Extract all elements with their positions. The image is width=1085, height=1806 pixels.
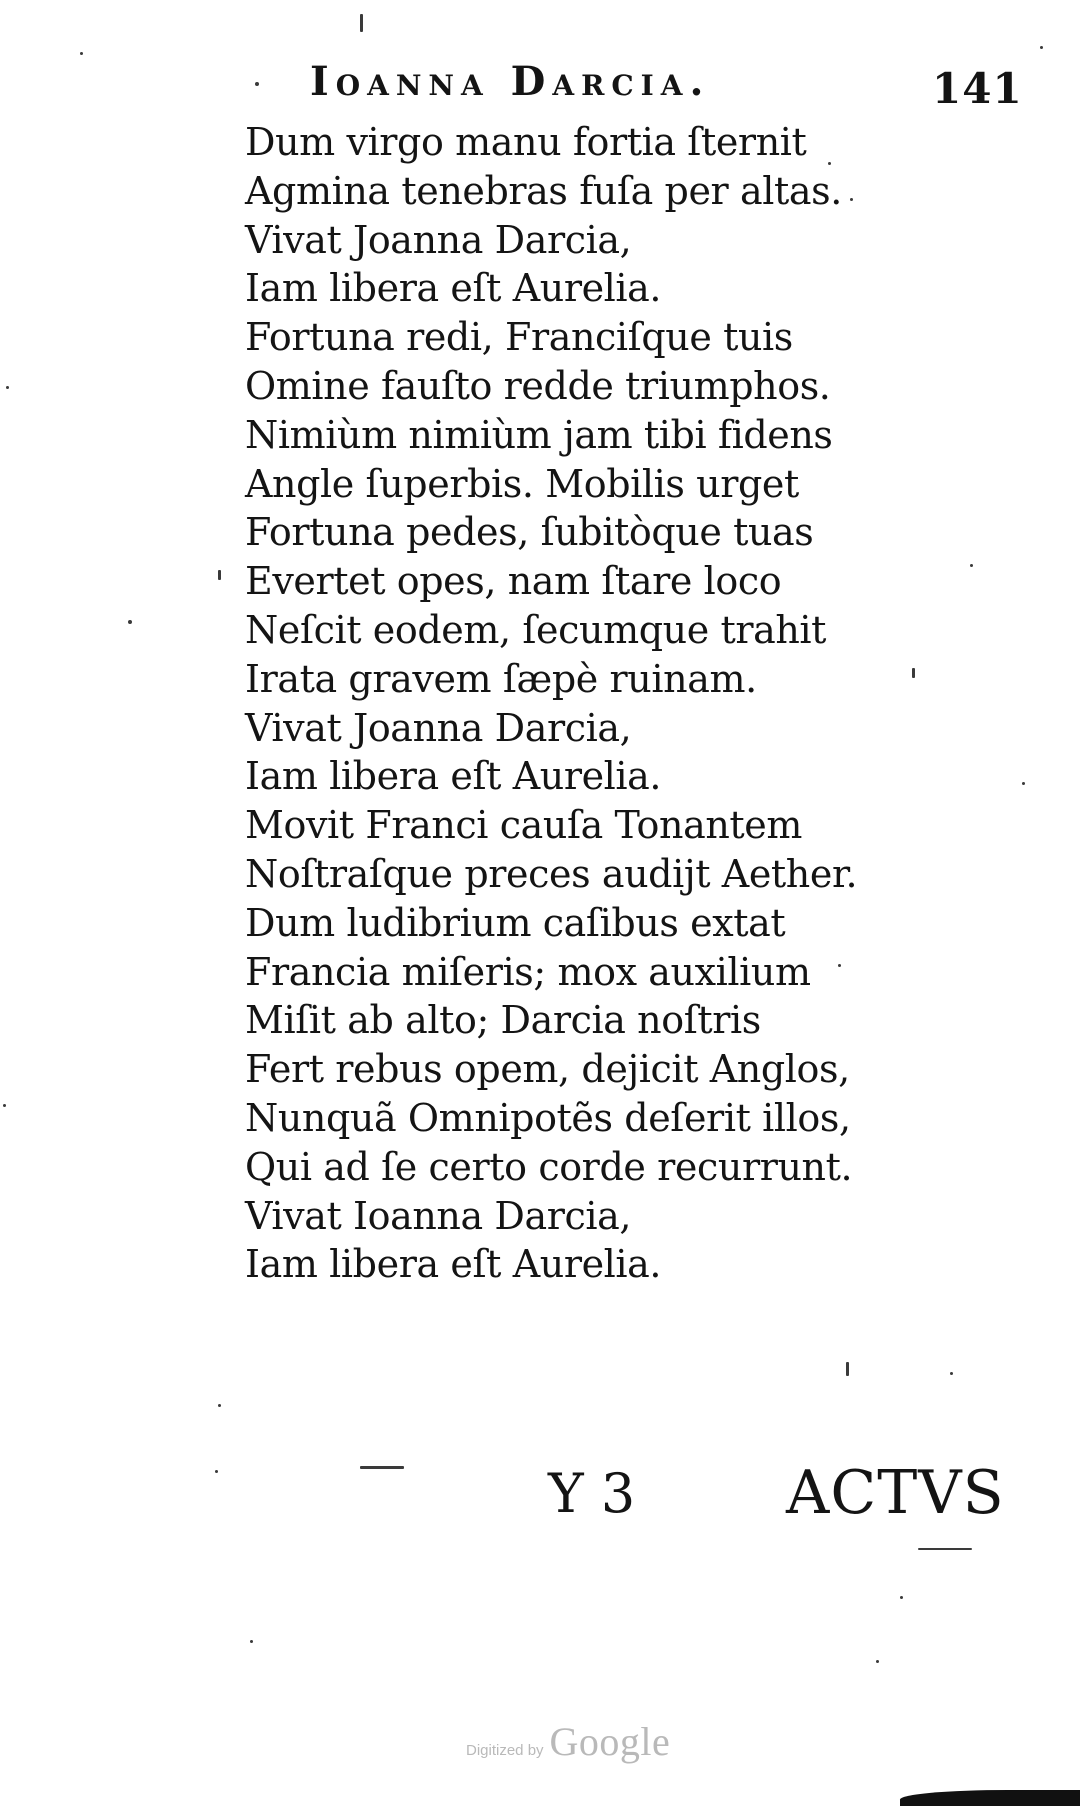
scan-speck xyxy=(846,1362,849,1376)
verse-line: Dum virgo manu fortia ſternit xyxy=(245,120,807,164)
verse-line: Agmina tenebras fuſa per altas. xyxy=(245,168,842,213)
verse-line: Qui ad ſe certo corde recurrunt. xyxy=(245,1144,853,1189)
verse-line: Miſit ab alto; Darcia noſtris xyxy=(245,998,761,1043)
scan-speck xyxy=(838,964,841,967)
signature-mark: Y 3 xyxy=(548,1462,636,1525)
verse-line: Movit Franci cauſa Tonantem xyxy=(245,803,803,848)
scan-speck xyxy=(1040,46,1043,49)
page-edge-shadow xyxy=(900,1790,1080,1806)
page-number: 141 xyxy=(932,64,1023,113)
scan-speck xyxy=(912,668,915,678)
scan-speck xyxy=(1022,782,1025,785)
scan-speck xyxy=(360,14,363,32)
scan-speck xyxy=(218,570,221,580)
verse-line: Iam libera eſt Aurelia. xyxy=(245,266,662,311)
scan-speck xyxy=(360,1466,404,1469)
scan-speck xyxy=(850,198,853,201)
verse-line: Nimiùm nimiùm jam tibi fidens xyxy=(245,412,833,457)
scan-speck xyxy=(900,1596,903,1599)
verse-line: Nunquã Omnipotẽs deſerit illos, xyxy=(245,1095,851,1140)
verse-line: Angle ſuperbis. Mobilis urget xyxy=(245,461,799,506)
verse-line: Noſtraſque preces audijt Aether. xyxy=(245,851,858,896)
running-head: Ioanna Darcia. xyxy=(310,58,711,105)
verse-line: Vivat Joanna Darcia, xyxy=(245,705,632,750)
scan-speck xyxy=(215,1470,218,1473)
verse-line: Vivat Ioanna Darcia, xyxy=(245,1193,632,1238)
scan-speck xyxy=(970,564,973,567)
digitized-watermark xyxy=(466,1718,670,1765)
verse-line: Fortuna redi, Franciſque tuis xyxy=(245,315,793,360)
scan-speck xyxy=(250,1640,253,1643)
scan-speck xyxy=(950,1372,953,1375)
verse-line: Fortuna pedes, ſubitòque tuas xyxy=(245,510,814,555)
scan-speck xyxy=(828,162,831,165)
verse-line: Fert rebus opem, dejicit Anglos, xyxy=(245,1047,850,1092)
verse-line: Vivat Joanna Darcia, xyxy=(245,217,632,262)
scan-speck xyxy=(80,52,83,55)
verse-line: Francia miſeris; mox auxilium xyxy=(245,949,811,994)
verse-line: Irata gravem ſæpè ruinam. xyxy=(245,656,757,701)
verse-line: Evertet opes, nam ſtare loco xyxy=(245,559,782,604)
verse-line: Iam libera eſt Aurelia. xyxy=(245,1242,662,1287)
scan-speck xyxy=(218,1404,221,1407)
watermark-prefix: Digitized by xyxy=(466,1742,544,1759)
verse-block xyxy=(245,118,857,1289)
scan-speck xyxy=(6,386,9,389)
verse-line: Dum ludibrium caſibus extat xyxy=(245,900,786,945)
verse-line: Neſcit eodem, ſecumque trahit xyxy=(245,607,827,652)
verse-line: Iam libera eſt Aurelia. xyxy=(245,754,662,799)
google-logo: Google xyxy=(549,1719,671,1764)
scan-speck xyxy=(876,1660,879,1663)
scan-speck xyxy=(255,82,259,86)
verse-line: Omine fauſto redde triumphos. xyxy=(245,363,831,408)
catchword: ACTVS xyxy=(786,1458,1005,1528)
scan-speck xyxy=(918,1548,972,1550)
scan-speck xyxy=(128,620,132,624)
scan-speck xyxy=(3,1104,6,1107)
